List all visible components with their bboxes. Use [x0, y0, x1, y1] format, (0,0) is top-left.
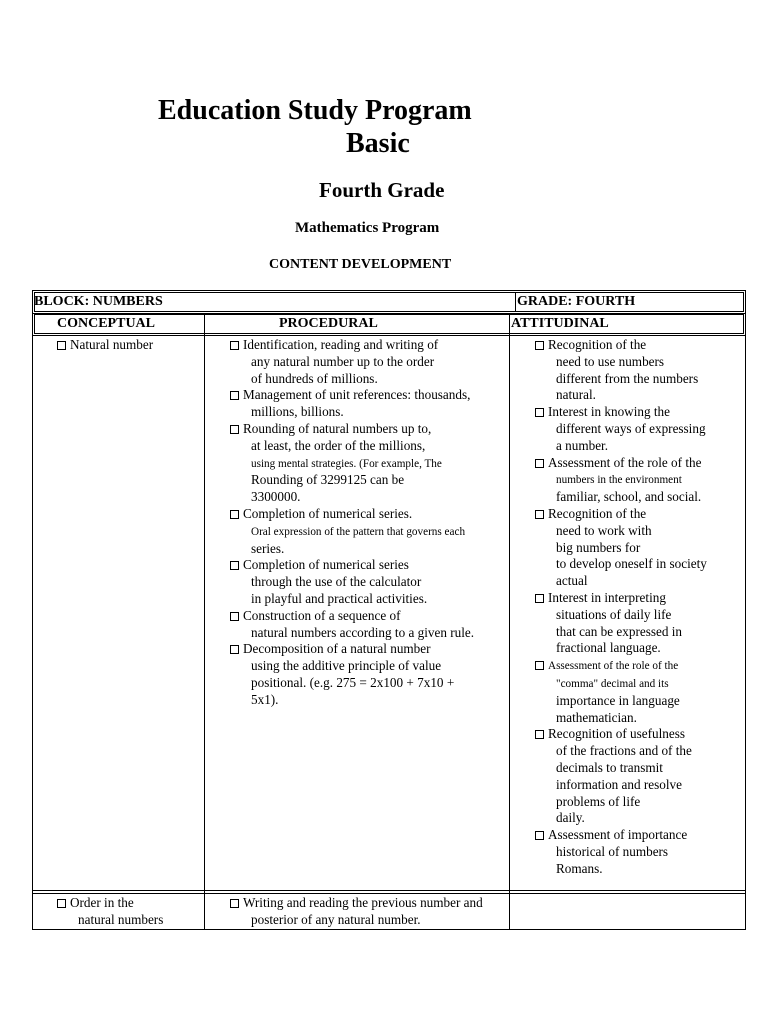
list-item-text: Rounding of 3299125 can be: [251, 472, 405, 488]
bullet-icon: [535, 408, 544, 417]
list-item-text: Oral expression of the pattern that governs each: [251, 525, 466, 538]
list-item-text: mathematician.: [556, 709, 637, 725]
bullet-icon: [535, 661, 544, 670]
list-item-continuation: [535, 861, 707, 878]
list-item-continuation: [230, 489, 474, 506]
list-item-text: Recognition of the: [548, 505, 647, 521]
list-item-text: Writing and reading the previous number and: [243, 895, 483, 910]
list-item-continuation: [535, 810, 707, 827]
section-heading: CONTENT DEVELOPMENT: [269, 257, 452, 272]
list-item-continuation: [535, 624, 707, 641]
list-item-continuation: [535, 760, 707, 777]
list-item-text: Completion of numerical series: [243, 557, 409, 573]
list-item-text: actual: [556, 573, 588, 589]
list-item-text: series.: [251, 540, 285, 556]
row1-attitudinal-cell: [535, 337, 707, 878]
list-item-text: natural numbers: [78, 911, 164, 927]
list-item-continuation: [535, 675, 707, 693]
list-item-text: historical of numbers: [556, 843, 669, 859]
list-item-continuation: [535, 607, 707, 624]
list-item-continuation: [230, 354, 474, 371]
list-item-continuation: [230, 371, 474, 388]
list-item-text: "comma" decimal and its: [556, 677, 669, 690]
list-item-text: Order in the: [70, 895, 134, 910]
list-item: [535, 590, 707, 607]
list-item: [230, 337, 474, 354]
list-item-text: big numbers for: [556, 539, 641, 555]
list-item-text: Management of unit references: thousands,: [243, 387, 471, 403]
list-item-text: of hundreds of millions.: [251, 370, 378, 386]
bullet-icon: [535, 594, 544, 603]
list-item-continuation: [535, 794, 707, 811]
list-item-continuation: [535, 438, 707, 455]
list-item-continuation: [230, 591, 474, 608]
list-item-text: natural numbers according to a given rule.: [251, 624, 475, 640]
list-item-text: Rounding of natural numbers up to,: [243, 420, 432, 436]
list-item: [535, 337, 707, 354]
row-divider: [32, 893, 746, 894]
list-item-text: Decomposition of a natural number: [243, 641, 431, 657]
row2-conceptual-cell: [57, 895, 163, 929]
list-item-continuation: [535, 421, 707, 438]
list-item-text: 3300000.: [251, 489, 301, 505]
list-item-text: Recognition of usefulness: [548, 726, 685, 742]
list-item: [57, 337, 153, 354]
list-item-continuation: [230, 912, 483, 929]
list-item-text: at least, the order of the millions,: [251, 437, 426, 453]
bullet-icon: [535, 510, 544, 519]
list-item-text: daily.: [556, 810, 585, 826]
list-item-text: Completion of numerical series.: [243, 505, 413, 521]
list-item-text: using mental strategies. (For example, The: [251, 457, 442, 470]
list-item-continuation: [57, 912, 163, 929]
list-item-text: different from the numbers: [556, 370, 699, 386]
list-item: [535, 726, 707, 743]
list-item-continuation: [535, 710, 707, 727]
list-item-text: Interest in knowing the: [548, 404, 670, 420]
list-item-text: Assessment of the role of the: [548, 454, 702, 470]
list-item: [535, 657, 707, 675]
bullet-icon: [535, 831, 544, 840]
list-item: [230, 506, 474, 523]
list-item-continuation: [230, 675, 474, 692]
list-item-text: any natural number up to the order: [251, 353, 435, 369]
list-item: [535, 827, 707, 844]
list-item-continuation: [535, 573, 707, 590]
program-heading: Mathematics Program: [295, 220, 440, 236]
list-item: [230, 387, 474, 404]
bullet-icon: [230, 612, 239, 621]
list-item-text: of the fractions and of the: [556, 743, 692, 759]
list-item: [535, 455, 707, 472]
list-item-continuation: [535, 640, 707, 657]
list-item-text: millions, billions.: [251, 404, 344, 420]
bullet-icon: [535, 459, 544, 468]
list-item-continuation: [230, 404, 474, 421]
list-item-continuation: [535, 556, 707, 573]
list-item-text: numbers in the environment: [556, 474, 682, 487]
list-item-continuation: [230, 438, 474, 455]
list-item-continuation: [535, 387, 707, 404]
list-item-text: using the additive principle of value: [251, 658, 442, 674]
column-divider: [204, 314, 205, 930]
page-title-line2: Basic: [346, 128, 410, 159]
bullet-icon: [230, 645, 239, 654]
list-item-continuation: [535, 540, 707, 557]
list-item-text: Recognition of the: [548, 337, 647, 352]
list-item-continuation: [230, 455, 474, 473]
bullet-icon: [230, 561, 239, 570]
bullet-icon: [57, 341, 66, 350]
list-item-continuation: [535, 523, 707, 540]
list-item-text: importance in language: [556, 692, 680, 708]
list-item-text: through the use of the calculator: [251, 574, 422, 590]
list-item-continuation: [230, 541, 474, 558]
list-item-continuation: [535, 371, 707, 388]
bullet-icon: [535, 341, 544, 350]
bullet-icon: [230, 510, 239, 519]
bullet-icon: [230, 425, 239, 434]
list-item-continuation: [535, 489, 707, 506]
list-item-text: to develop oneself in society: [556, 556, 707, 572]
list-item-continuation: [535, 844, 707, 861]
list-item-continuation: [230, 692, 474, 709]
column-header-attitudinal: ATTITUDINAL: [511, 316, 609, 331]
grade-heading: Fourth Grade: [319, 178, 445, 202]
list-item-text: Interest in interpreting: [548, 589, 666, 605]
list-item-text: posterior of any natural number.: [251, 911, 421, 927]
column-divider: [509, 314, 510, 930]
list-item-text: Assessment of the role of the: [548, 660, 679, 673]
list-item-text: problems of life: [556, 793, 641, 809]
list-item: [230, 608, 474, 625]
row1-conceptual-cell: [57, 337, 153, 354]
list-item-text: natural.: [556, 387, 596, 403]
list-item-continuation: [230, 658, 474, 675]
column-header-conceptual: CONCEPTUAL: [57, 316, 156, 331]
row2-procedural-cell: [230, 895, 483, 929]
list-item-text: fractional language.: [556, 640, 661, 656]
grade-label: GRADE: FOURTH: [517, 294, 636, 309]
list-item-text: Assessment of importance: [548, 827, 688, 843]
list-item: [230, 557, 474, 574]
list-item-continuation: [230, 472, 474, 489]
list-item-text: Natural number: [70, 337, 154, 352]
list-item-text: familiar, school, and social.: [556, 489, 702, 505]
list-item-continuation: [535, 693, 707, 710]
list-item-continuation: [535, 471, 707, 489]
list-item-continuation: [535, 743, 707, 760]
header-divider: [515, 292, 516, 312]
bullet-icon: [535, 730, 544, 739]
bullet-icon: [230, 899, 239, 908]
list-item-continuation: [535, 777, 707, 794]
list-item-continuation: [230, 625, 474, 642]
row1-procedural-cell: [230, 337, 474, 709]
list-item-text: positional. (e.g. 275 = 2x100 + 7x10 +: [251, 674, 455, 690]
list-item-text: 5x1).: [251, 691, 279, 707]
list-item-text: Romans.: [556, 860, 603, 876]
list-item-text: in playful and practical activities.: [251, 590, 428, 606]
row-divider: [32, 890, 746, 891]
bullet-icon: [230, 341, 239, 350]
list-item: [230, 641, 474, 658]
list-item: [230, 895, 483, 912]
bullet-icon: [57, 899, 66, 908]
list-item-text: different ways of expressing: [556, 420, 706, 436]
list-item: [535, 506, 707, 523]
list-item-continuation: [230, 523, 474, 541]
list-item-text: need to use numbers: [556, 353, 665, 369]
row-divider: [32, 335, 746, 336]
bullet-icon: [230, 391, 239, 400]
list-item: [57, 895, 163, 912]
list-item-text: information and resolve: [556, 776, 682, 792]
column-header-procedural: PROCEDURAL: [279, 316, 378, 331]
list-item-continuation: [535, 354, 707, 371]
list-item-text: a number.: [556, 437, 609, 453]
list-item-text: situations of daily life: [556, 606, 672, 622]
list-item-text: Identification, reading and writing of: [243, 337, 439, 352]
list-item-continuation: [230, 574, 474, 591]
list-item-text: Construction of a sequence of: [243, 607, 401, 623]
block-label: BLOCK: NUMBERS: [34, 294, 163, 309]
list-item-text: need to work with: [556, 522, 652, 538]
list-item: [535, 404, 707, 421]
list-item: [230, 421, 474, 438]
page-title: Education Study Program: [158, 95, 472, 126]
list-item-text: decimals to transmit: [556, 759, 663, 775]
list-item-text: that can be expressed in: [556, 623, 682, 639]
